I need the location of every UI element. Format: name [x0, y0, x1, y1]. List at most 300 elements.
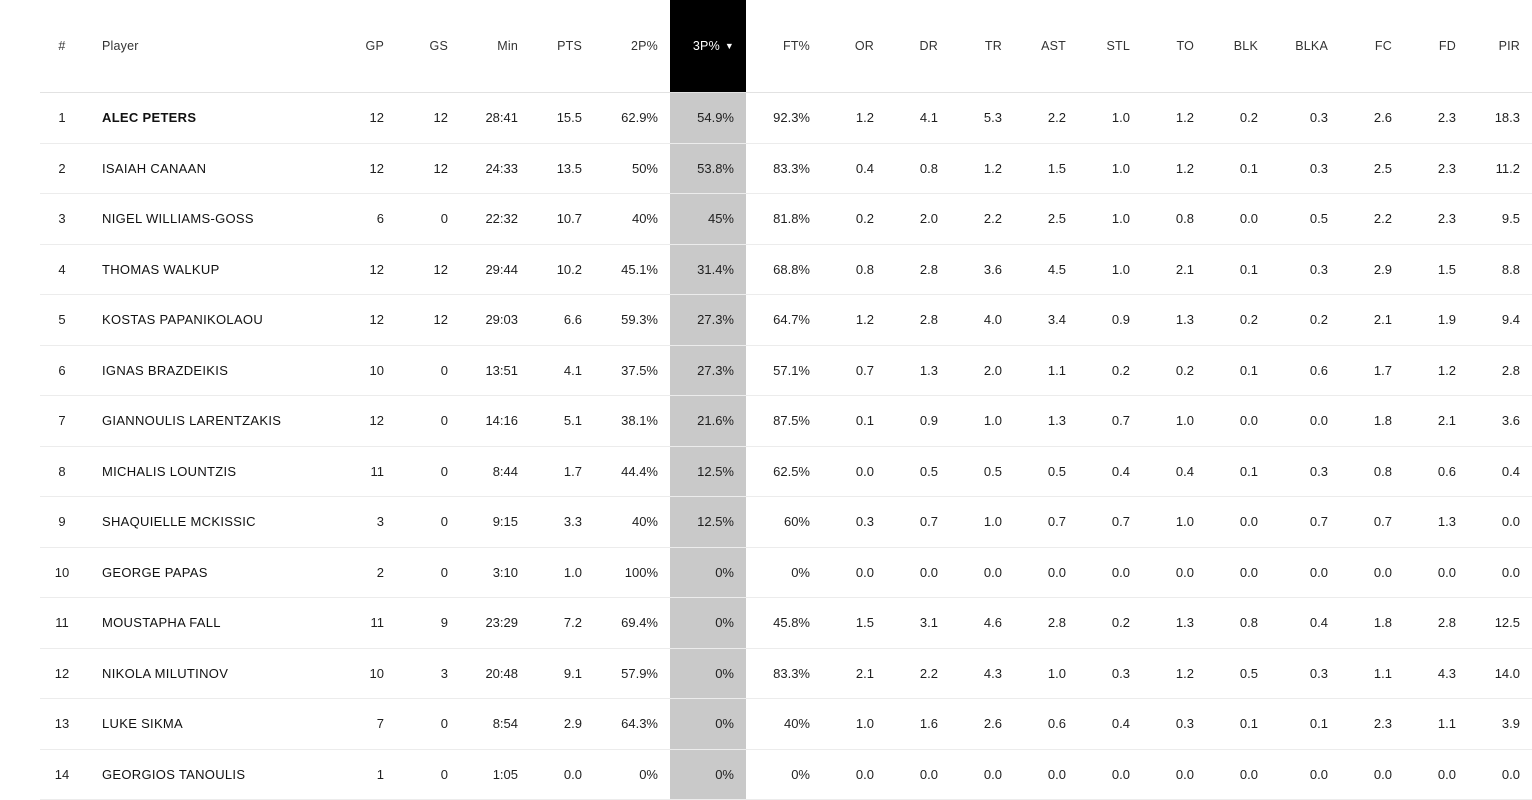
player-name[interactable]: GEORGE PAPAS [102, 564, 208, 580]
cell-pts: 1.0 [530, 547, 594, 598]
cell-pir: 2.8 [1468, 345, 1532, 396]
cell-pts: 4.1 [530, 345, 594, 396]
table-row[interactable] [40, 547, 1532, 598]
cell-gs: 0 [396, 699, 460, 750]
table-header-row [40, 0, 1532, 93]
table-row[interactable] [40, 345, 1532, 396]
cell-3p-pct: 0% [670, 598, 746, 649]
cell-stl: 0.2 [1078, 598, 1142, 649]
cell-ast: 1.1 [1014, 345, 1078, 396]
cell-tr: 3.6 [950, 244, 1014, 295]
cell-player[interactable] [84, 699, 332, 750]
cell-fc: 1.7 [1340, 345, 1404, 396]
cell-dr: 2.8 [886, 244, 950, 295]
cell-blk: 0.1 [1206, 699, 1270, 750]
cell-player[interactable] [84, 295, 332, 346]
cell-pir: 18.3 [1468, 93, 1532, 144]
cell-gp: 7 [332, 699, 396, 750]
cell-fd: 1.1 [1404, 699, 1468, 750]
cell-player[interactable] [84, 194, 332, 245]
cell-pts: 13.5 [530, 143, 594, 194]
cell-to: 1.3 [1142, 295, 1206, 346]
cell-min: 29:44 [460, 244, 530, 295]
cell-stl: 0.0 [1078, 749, 1142, 800]
cell-dr: 4.1 [886, 93, 950, 144]
cell-fd: 2.1 [1404, 396, 1468, 447]
cell-2p-pct: 50% [594, 143, 670, 194]
column-header-pts-label: PTS [557, 39, 582, 53]
cell-ast: 1.0 [1014, 648, 1078, 699]
cell-to: 0.4 [1142, 446, 1206, 497]
cell-ft-pct: 87.5% [746, 396, 822, 447]
table-row[interactable] [40, 194, 1532, 245]
cell-rank: 14 [40, 749, 84, 800]
cell-rank: 4 [40, 244, 84, 295]
cell-rank: 11 [40, 598, 84, 649]
cell-or: 1.2 [822, 295, 886, 346]
cell-player[interactable] [84, 648, 332, 699]
column-header-ast[interactable] [1014, 0, 1078, 93]
cell-min: 20:48 [460, 648, 530, 699]
cell-blk: 0.1 [1206, 446, 1270, 497]
column-header-stl[interactable] [1078, 0, 1142, 93]
cell-ft-pct: 0% [746, 547, 822, 598]
cell-blk: 0.1 [1206, 143, 1270, 194]
cell-fd: 2.3 [1404, 143, 1468, 194]
cell-min: 22:32 [460, 194, 530, 245]
cell-gp: 12 [332, 93, 396, 144]
cell-2p-pct: 69.4% [594, 598, 670, 649]
cell-tr: 1.0 [950, 497, 1014, 548]
cell-blka: 0.1 [1270, 699, 1340, 750]
cell-gp: 12 [332, 396, 396, 447]
cell-or: 1.2 [822, 93, 886, 144]
cell-or: 0.0 [822, 446, 886, 497]
column-header-blka-label: BLKA [1295, 39, 1328, 53]
cell-gs: 12 [396, 143, 460, 194]
column-header-ft-pct[interactable] [746, 0, 822, 93]
cell-ast: 0.6 [1014, 699, 1078, 750]
cell-or: 0.7 [822, 345, 886, 396]
cell-to: 1.2 [1142, 648, 1206, 699]
cell-blk: 0.2 [1206, 295, 1270, 346]
player-name[interactable]: IGNAS BRAZDEIKIS [102, 362, 229, 378]
cell-dr: 0.9 [886, 396, 950, 447]
cell-rank: 5 [40, 295, 84, 346]
cell-pts: 5.1 [530, 396, 594, 447]
table-row[interactable] [40, 497, 1532, 548]
cell-tr: 4.6 [950, 598, 1014, 649]
cell-blka: 0.3 [1270, 143, 1340, 194]
cell-pts: 7.2 [530, 598, 594, 649]
cell-pir: 0.0 [1468, 749, 1532, 800]
cell-rank: 10 [40, 547, 84, 598]
cell-pir: 3.9 [1468, 699, 1532, 750]
cell-or: 0.1 [822, 396, 886, 447]
cell-rank: 1 [40, 93, 84, 144]
cell-stl: 1.0 [1078, 93, 1142, 144]
cell-pir: 3.6 [1468, 396, 1532, 447]
sort-descending-icon: ▼ [724, 41, 734, 52]
column-header-player-label: Player [102, 39, 139, 53]
cell-pts: 10.7 [530, 194, 594, 245]
cell-fc: 1.8 [1340, 598, 1404, 649]
cell-pir: 8.8 [1468, 244, 1532, 295]
column-header-rank-label: # [58, 39, 66, 53]
cell-blk: 0.1 [1206, 244, 1270, 295]
cell-gs: 12 [396, 295, 460, 346]
column-header-fd-label: FD [1438, 39, 1456, 53]
cell-to: 2.1 [1142, 244, 1206, 295]
cell-2p-pct: 37.5% [594, 345, 670, 396]
cell-min: 9:15 [460, 497, 530, 548]
cell-player[interactable] [84, 446, 332, 497]
cell-stl: 0.0 [1078, 547, 1142, 598]
cell-fd: 2.8 [1404, 598, 1468, 649]
cell-blka: 0.0 [1270, 547, 1340, 598]
column-header-to[interactable] [1142, 0, 1206, 93]
cell-ft-pct: 83.3% [746, 648, 822, 699]
cell-gs: 0 [396, 345, 460, 396]
left-gutter [0, 0, 40, 795]
column-header-pir-label: PIR [1498, 39, 1520, 53]
column-header-rank[interactable] [40, 0, 84, 93]
cell-2p-pct: 59.3% [594, 295, 670, 346]
cell-min: 8:44 [460, 446, 530, 497]
cell-fd: 1.5 [1404, 244, 1468, 295]
cell-3p-pct: 27.3% [670, 345, 746, 396]
player-name[interactable]: ALEC PETERS [102, 110, 197, 126]
cell-to: 0.0 [1142, 749, 1206, 800]
table-row[interactable] [40, 749, 1532, 800]
cell-ft-pct: 83.3% [746, 143, 822, 194]
table-row[interactable] [40, 699, 1532, 750]
cell-fc: 1.8 [1340, 396, 1404, 447]
table-row[interactable] [40, 295, 1532, 346]
column-header-gs[interactable] [396, 0, 460, 93]
column-header-min-label: Min [497, 39, 518, 53]
cell-ft-pct: 45.8% [746, 598, 822, 649]
cell-stl: 0.9 [1078, 295, 1142, 346]
column-header-dr-label: DR [919, 39, 938, 53]
cell-tr: 0.5 [950, 446, 1014, 497]
cell-min: 23:29 [460, 598, 530, 649]
player-name[interactable]: SHAQUIELLE MCKISSIC [102, 514, 256, 530]
cell-fc: 2.9 [1340, 244, 1404, 295]
cell-pir: 9.5 [1468, 194, 1532, 245]
cell-gs: 3 [396, 648, 460, 699]
cell-gp: 3 [332, 497, 396, 548]
player-name[interactable]: LUKE SIKMA [102, 716, 184, 732]
cell-blka: 0.4 [1270, 598, 1340, 649]
cell-dr: 0.7 [886, 497, 950, 548]
cell-dr: 3.1 [886, 598, 950, 649]
cell-stl: 0.3 [1078, 648, 1142, 699]
cell-min: 24:33 [460, 143, 530, 194]
cell-to: 0.0 [1142, 547, 1206, 598]
column-header-or[interactable] [822, 0, 886, 93]
cell-dr: 1.3 [886, 345, 950, 396]
table-row[interactable] [40, 396, 1532, 447]
cell-to: 0.8 [1142, 194, 1206, 245]
table-row[interactable] [40, 648, 1532, 699]
cell-blka: 0.7 [1270, 497, 1340, 548]
table-header [40, 0, 1532, 93]
cell-gp: 1 [332, 749, 396, 800]
cell-gs: 0 [396, 194, 460, 245]
player-name[interactable]: KOSTAS PAPANIKOLAOU [102, 312, 264, 328]
column-header-ft-pct-label: FT% [783, 39, 810, 53]
column-header-2p-pct-label: 2P% [630, 39, 658, 53]
cell-ast: 0.0 [1014, 749, 1078, 800]
cell-2p-pct: 44.4% [594, 446, 670, 497]
cell-2p-pct: 40% [594, 497, 670, 548]
cell-or: 0.8 [822, 244, 886, 295]
cell-fc: 0.8 [1340, 446, 1404, 497]
cell-pir: 11.2 [1468, 143, 1532, 194]
cell-gs: 0 [396, 497, 460, 548]
cell-pir: 9.4 [1468, 295, 1532, 346]
column-header-pir[interactable] [1468, 0, 1532, 93]
cell-to: 0.3 [1142, 699, 1206, 750]
cell-tr: 1.2 [950, 143, 1014, 194]
player-name[interactable]: NIKOLA MILUTINOV [102, 665, 229, 681]
cell-stl: 0.7 [1078, 497, 1142, 548]
cell-gp: 11 [332, 446, 396, 497]
column-header-stl-label: STL [1106, 39, 1130, 53]
cell-ast: 1.5 [1014, 143, 1078, 194]
cell-fc: 0.0 [1340, 749, 1404, 800]
cell-fd: 4.3 [1404, 648, 1468, 699]
column-header-fc-label: FC [1374, 39, 1392, 53]
cell-rank: 3 [40, 194, 84, 245]
cell-fc: 2.3 [1340, 699, 1404, 750]
cell-dr: 0.0 [886, 749, 950, 800]
cell-3p-pct: 54.9% [670, 93, 746, 144]
cell-fc: 0.0 [1340, 547, 1404, 598]
player-name[interactable]: ISAIAH CANAAN [102, 160, 207, 176]
cell-3p-pct: 21.6% [670, 396, 746, 447]
cell-3p-pct: 12.5% [670, 446, 746, 497]
column-header-dr[interactable] [886, 0, 950, 93]
cell-gp: 12 [332, 244, 396, 295]
cell-stl: 0.2 [1078, 345, 1142, 396]
cell-blk: 0.0 [1206, 396, 1270, 447]
player-name[interactable]: GIANNOULIS LARENTZAKIS [102, 413, 282, 429]
cell-or: 0.0 [822, 749, 886, 800]
cell-stl: 1.0 [1078, 244, 1142, 295]
player-name[interactable]: MICHALIS LOUNTZIS [102, 463, 237, 479]
cell-fc: 0.7 [1340, 497, 1404, 548]
cell-tr: 0.0 [950, 749, 1014, 800]
cell-dr: 0.5 [886, 446, 950, 497]
cell-or: 0.4 [822, 143, 886, 194]
cell-pir: 0.0 [1468, 547, 1532, 598]
table-row[interactable] [40, 446, 1532, 497]
cell-fd: 0.6 [1404, 446, 1468, 497]
column-header-fd[interactable] [1404, 0, 1468, 93]
cell-min: 14:16 [460, 396, 530, 447]
cell-gp: 12 [332, 143, 396, 194]
cell-tr: 0.0 [950, 547, 1014, 598]
cell-gp: 2 [332, 547, 396, 598]
cell-blk: 0.0 [1206, 749, 1270, 800]
table-row[interactable] [40, 93, 1532, 144]
cell-ft-pct: 40% [746, 699, 822, 750]
cell-rank: 2 [40, 143, 84, 194]
player-name[interactable]: GEORGIOS TANOULIS [102, 766, 246, 782]
cell-or: 1.0 [822, 699, 886, 750]
cell-player[interactable] [84, 749, 332, 800]
cell-ft-pct: 81.8% [746, 194, 822, 245]
cell-dr: 0.8 [886, 143, 950, 194]
cell-3p-pct: 27.3% [670, 295, 746, 346]
cell-tr: 2.2 [950, 194, 1014, 245]
cell-ft-pct: 92.3% [746, 93, 822, 144]
cell-fd: 0.0 [1404, 547, 1468, 598]
column-header-pts[interactable] [530, 0, 594, 93]
cell-blka: 0.6 [1270, 345, 1340, 396]
cell-tr: 5.3 [950, 93, 1014, 144]
cell-pts: 6.6 [530, 295, 594, 346]
column-header-3p-pct[interactable] [670, 0, 746, 93]
cell-stl: 0.7 [1078, 396, 1142, 447]
cell-rank: 9 [40, 497, 84, 548]
cell-gs: 12 [396, 93, 460, 144]
cell-dr: 2.8 [886, 295, 950, 346]
cell-blka: 0.3 [1270, 446, 1340, 497]
cell-rank: 7 [40, 396, 84, 447]
cell-player[interactable] [84, 143, 332, 194]
cell-player[interactable] [84, 598, 332, 649]
cell-to: 1.0 [1142, 497, 1206, 548]
table-row[interactable] [40, 598, 1532, 649]
cell-min: 1:05 [460, 749, 530, 800]
column-header-3p-pct-label: 3P% [692, 39, 720, 53]
cell-gs: 0 [396, 749, 460, 800]
cell-stl: 0.4 [1078, 699, 1142, 750]
cell-ast: 3.4 [1014, 295, 1078, 346]
column-header-tr-label: TR [984, 39, 1002, 53]
column-header-blk[interactable] [1206, 0, 1270, 93]
column-header-min[interactable] [460, 0, 530, 93]
cell-2p-pct: 45.1% [594, 244, 670, 295]
cell-tr: 2.6 [950, 699, 1014, 750]
cell-min: 29:03 [460, 295, 530, 346]
cell-player[interactable] [84, 497, 332, 548]
cell-ast: 2.2 [1014, 93, 1078, 144]
cell-stl: 0.4 [1078, 446, 1142, 497]
cell-dr: 2.0 [886, 194, 950, 245]
cell-2p-pct: 57.9% [594, 648, 670, 699]
cell-dr: 2.2 [886, 648, 950, 699]
cell-fd: 2.3 [1404, 194, 1468, 245]
cell-rank: 8 [40, 446, 84, 497]
column-header-ast-label: AST [1041, 39, 1066, 53]
column-header-gp[interactable] [332, 0, 396, 93]
cell-or: 0.2 [822, 194, 886, 245]
cell-ft-pct: 60% [746, 497, 822, 548]
cell-tr: 4.3 [950, 648, 1014, 699]
cell-to: 1.0 [1142, 396, 1206, 447]
cell-stl: 1.0 [1078, 194, 1142, 245]
cell-gs: 0 [396, 547, 460, 598]
cell-blka: 0.2 [1270, 295, 1340, 346]
cell-3p-pct: 0% [670, 699, 746, 750]
cell-gp: 10 [332, 345, 396, 396]
table-row[interactable] [40, 143, 1532, 194]
cell-to: 0.2 [1142, 345, 1206, 396]
cell-player[interactable] [84, 345, 332, 396]
column-header-or-label: OR [854, 39, 874, 53]
cell-3p-pct: 0% [670, 749, 746, 800]
cell-ast: 0.7 [1014, 497, 1078, 548]
cell-rank: 13 [40, 699, 84, 750]
cell-blk: 0.1 [1206, 345, 1270, 396]
column-header-blka[interactable] [1270, 0, 1340, 93]
cell-2p-pct: 64.3% [594, 699, 670, 750]
cell-pts: 1.7 [530, 446, 594, 497]
cell-pts: 10.2 [530, 244, 594, 295]
cell-fc: 2.1 [1340, 295, 1404, 346]
cell-pir: 0.4 [1468, 446, 1532, 497]
cell-tr: 1.0 [950, 396, 1014, 447]
cell-ast: 2.8 [1014, 598, 1078, 649]
column-header-2p-pct[interactable] [594, 0, 670, 93]
cell-ft-pct: 64.7% [746, 295, 822, 346]
column-header-tr[interactable] [950, 0, 1014, 93]
player-name[interactable]: THOMAS WALKUP [102, 261, 220, 277]
cell-ast: 1.3 [1014, 396, 1078, 447]
cell-blk: 0.5 [1206, 648, 1270, 699]
cell-3p-pct: 0% [670, 547, 746, 598]
cell-pts: 2.9 [530, 699, 594, 750]
cell-ft-pct: 68.8% [746, 244, 822, 295]
cell-dr: 1.6 [886, 699, 950, 750]
cell-or: 0.0 [822, 547, 886, 598]
cell-fd: 1.3 [1404, 497, 1468, 548]
cell-gp: 6 [332, 194, 396, 245]
cell-blk: 0.2 [1206, 93, 1270, 144]
cell-player[interactable] [84, 396, 332, 447]
cell-tr: 4.0 [950, 295, 1014, 346]
table-row[interactable] [40, 244, 1532, 295]
cell-pts: 9.1 [530, 648, 594, 699]
cell-player[interactable] [84, 93, 332, 144]
column-header-fc[interactable] [1340, 0, 1404, 93]
column-header-to-label: TO [1176, 39, 1194, 53]
cell-player[interactable] [84, 547, 332, 598]
cell-pts: 3.3 [530, 497, 594, 548]
cell-2p-pct: 0% [594, 749, 670, 800]
player-name[interactable]: NIGEL WILLIAMS-GOSS [102, 211, 254, 227]
cell-3p-pct: 31.4% [670, 244, 746, 295]
cell-blka: 0.5 [1270, 194, 1340, 245]
cell-to: 1.2 [1142, 143, 1206, 194]
cell-min: 28:41 [460, 93, 530, 144]
cell-ast: 0.5 [1014, 446, 1078, 497]
cell-tr: 2.0 [950, 345, 1014, 396]
cell-fd: 1.9 [1404, 295, 1468, 346]
cell-3p-pct: 53.8% [670, 143, 746, 194]
cell-to: 1.3 [1142, 598, 1206, 649]
column-header-player[interactable] [84, 0, 332, 93]
table-body [40, 93, 1532, 800]
cell-player[interactable] [84, 244, 332, 295]
cell-ft-pct: 62.5% [746, 446, 822, 497]
cell-pir: 12.5 [1468, 598, 1532, 649]
player-name[interactable]: MOUSTAPHA FALL [102, 615, 221, 631]
